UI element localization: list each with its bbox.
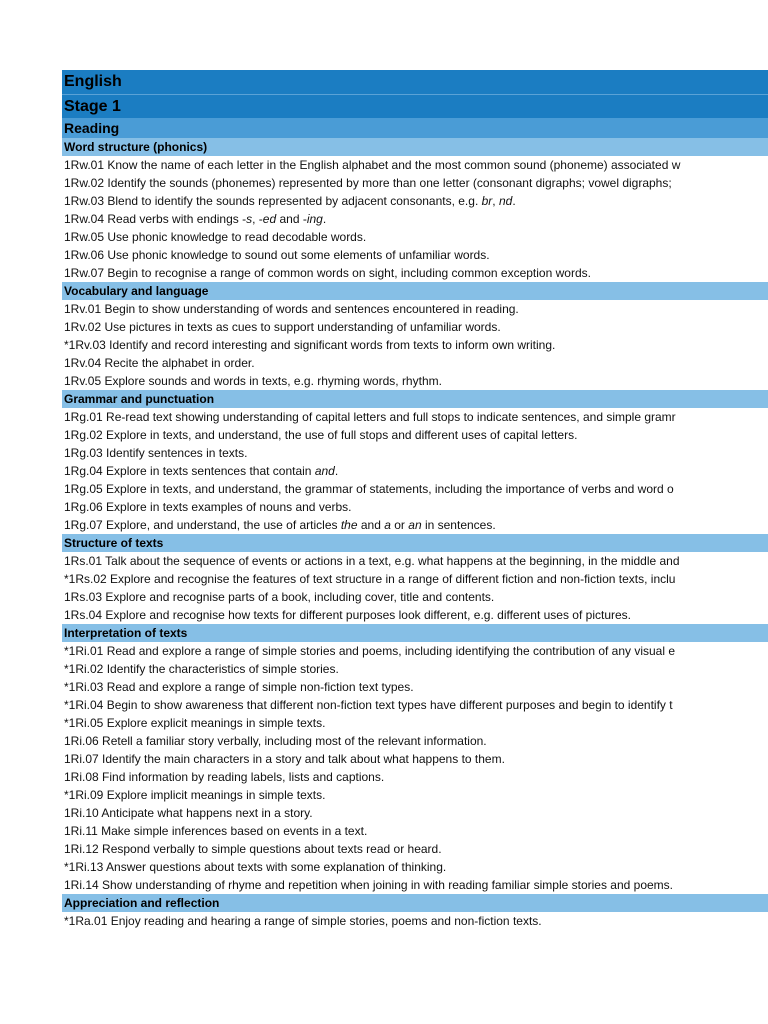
objective-row[interactable]: 1Rg.06 Explore in texts examples of nouns and verbs. <box>64 500 352 514</box>
objective-row[interactable]: 1Ri.11 Make simple inferences based on events in a text. <box>64 824 368 838</box>
objective-row[interactable]: 1Rw.03 Blend to identify the sounds represented by adjacent consonants, e.g. br, nd. <box>64 194 516 208</box>
objective-row[interactable]: 1Rv.04 Recite the alphabet in order. <box>64 356 255 370</box>
objective-row[interactable]: 1Rg.03 Identify sentences in texts. <box>64 446 248 460</box>
objective-row[interactable]: *1Ri.09 Explore implicit meanings in simple texts. <box>64 788 326 802</box>
objective-row[interactable]: 1Rw.06 Use phonic knowledge to sound out some elements of unfamiliar words. <box>64 248 490 262</box>
objective-row[interactable]: 1Rw.02 Identify the sounds (phonemes) represented by more than one letter (consonant digraphs; vowel digraphs; <box>64 176 672 190</box>
objective-row[interactable]: *1Ri.02 Identify the characteristics of simple stories. <box>64 662 339 676</box>
objective-row[interactable]: *1Ri.05 Explore explicit meanings in simple texts. <box>64 716 326 730</box>
objective-row[interactable]: 1Rw.04 Read verbs with endings -s, -ed and -ing. <box>64 212 327 226</box>
objective-row[interactable]: 1Ri.07 Identify the main characters in a story and talk about what happens to them. <box>64 752 505 766</box>
objective-row[interactable]: 1Rs.04 Explore and recognise how texts for different purposes look different, e.g. different uses of pictures. <box>64 608 631 622</box>
objective-row[interactable]: *1Rs.02 Explore and recognise the features of text structure in a range of different fiction and non-fiction texts, inclu <box>64 572 676 586</box>
objective-row[interactable]: 1Rs.03 Explore and recognise parts of a book, including cover, title and contents. <box>64 590 495 604</box>
spreadsheet <box>62 70 768 930</box>
objective-row[interactable]: 1Ri.08 Find information by reading labels, lists and captions. <box>64 770 385 784</box>
objective-row[interactable]: 1Rw.07 Begin to recognise a range of common words on sight, including common exception words. <box>64 266 591 280</box>
objective-row[interactable]: *1Ri.03 Read and explore a range of simple non-fiction text types. <box>64 680 414 694</box>
objective-row[interactable]: 1Rg.05 Explore in texts, and understand, the grammar of statements, including the importance of verbs and word o <box>64 482 674 496</box>
objective-row[interactable]: *1Ri.04 Begin to show awareness that different non-fiction text types have different purposes and begin to identify t <box>64 698 673 712</box>
objective-row[interactable]: *1Ri.13 Answer questions about texts with some explanation of thinking. <box>64 860 447 874</box>
objective-row[interactable]: 1Rg.02 Explore in texts, and understand, the use of full stops and different uses of capital letters. <box>64 428 578 442</box>
section-header[interactable]: Appreciation and reflection <box>62 894 768 912</box>
section-header[interactable]: Interpretation of texts <box>62 624 768 642</box>
objective-row[interactable]: 1Rw.01 Know the name of each letter in the English alphabet and the most common sound (phoneme) associated w <box>64 158 681 172</box>
objective-row[interactable]: 1Rw.05 Use phonic knowledge to read decodable words. <box>64 230 367 244</box>
objective-row[interactable]: 1Rg.01 Re-read text showing understanding of capital letters and full stops to indicate sentences, and simple gramr <box>64 410 676 424</box>
objective-row[interactable]: 1Ri.06 Retell a familiar story verbally, including most of the relevant information. <box>64 734 487 748</box>
objective-row[interactable]: 1Rv.05 Explore sounds and words in texts, e.g. rhyming words, rhythm. <box>64 374 442 388</box>
objective-row[interactable]: 1Ri.14 Show understanding of rhyme and repetition when joining in with reading familiar simple stories and poems. <box>64 878 673 892</box>
section-header[interactable]: Structure of texts <box>62 534 768 552</box>
section-header[interactable]: Vocabulary and language <box>62 282 768 300</box>
objective-row[interactable]: 1Rg.04 Explore in texts sentences that contain and. <box>64 464 339 478</box>
section-header[interactable]: Word structure (phonics) <box>62 138 768 156</box>
objective-row[interactable]: *1Ra.01 Enjoy reading and hearing a range of simple stories, poems and non-fiction texts. <box>64 914 542 928</box>
objective-row[interactable]: 1Rg.07 Explore, and understand, the use of articles the and a or an in sentences. <box>64 518 496 532</box>
objective-row[interactable]: *1Rv.03 Identify and record interesting and significant words from texts to inform own writing. <box>64 338 556 352</box>
objective-row[interactable]: 1Rv.02 Use pictures in texts as cues to support understanding of unfamiliar words. <box>64 320 501 334</box>
sections-container <box>62 138 768 930</box>
stage-header[interactable]: Stage 1 <box>62 95 768 118</box>
section-header[interactable]: Grammar and punctuation <box>62 390 768 408</box>
objective-row[interactable]: 1Ri.12 Respond verbally to simple questions about texts read or heard. <box>64 842 442 856</box>
objective-row[interactable]: 1Rs.01 Talk about the sequence of events or actions in a text, e.g. what happens at the beginning, in the middle and <box>64 554 680 568</box>
subject-header[interactable]: English <box>62 70 768 95</box>
strand-header[interactable]: Reading <box>62 118 768 138</box>
objective-row[interactable]: 1Rv.01 Begin to show understanding of words and sentences encountered in reading. <box>64 302 519 316</box>
objective-row[interactable]: *1Ri.01 Read and explore a range of simple stories and poems, including identifying the contribution of any visual e <box>64 644 676 658</box>
objective-row[interactable]: 1Ri.10 Anticipate what happens next in a story. <box>64 806 313 820</box>
